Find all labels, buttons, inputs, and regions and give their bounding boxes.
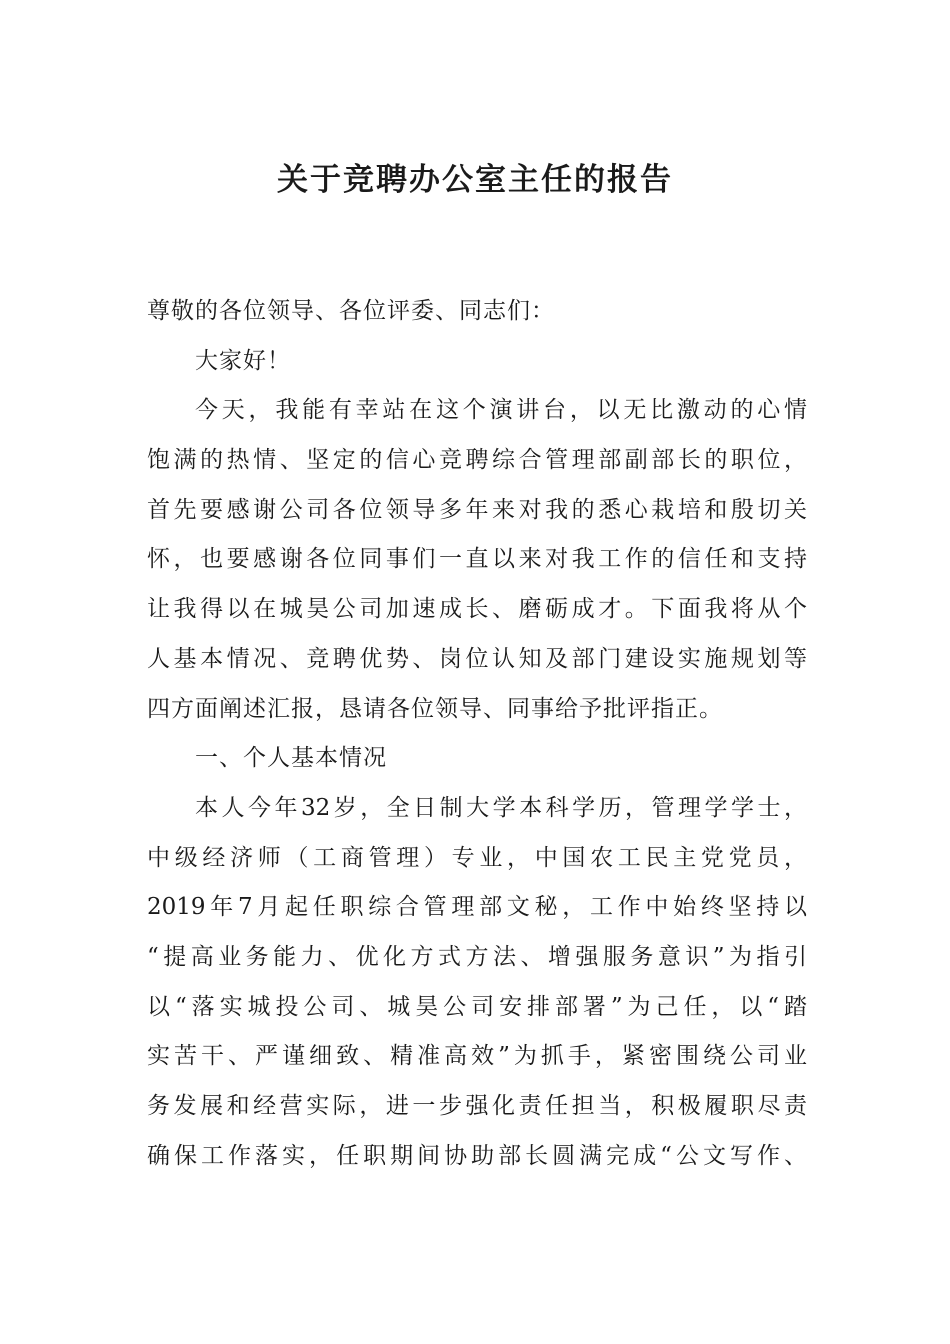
text-line: 大家好！ <box>195 347 291 374</box>
text-line: 尊敬的各位领导、各位评委、同志们： <box>147 298 555 324</box>
text-line: 饱满的热情、坚定的信心竞聘综合管理部副部长的职位， <box>147 447 807 474</box>
document-body <box>147 287 807 1181</box>
text-line: 确保工作落实，任职期间协助部长圆满完成“公文写作、 <box>147 1142 807 1169</box>
text-line: 人基本情况、竞聘优势、岗位认知及部门建设实施规划等 <box>147 645 807 672</box>
text-line: 四方面阐述汇报，恳请各位领导、同事给予批评指正。 <box>147 695 723 722</box>
text-line: “提高业务能力、优化方式方法、增强服务意识”为指引 <box>147 943 807 970</box>
text-line: 本人今年32岁，全日制大学本科学历，管理学学士， <box>195 794 807 821</box>
text-line: 今天，我能有幸站在这个演讲台，以无比激动的心情 <box>195 397 807 424</box>
document-title: 关于竞聘办公室主任的报告 <box>277 162 673 198</box>
text-line: 让我得以在城昊公司加速成长、磨砺成才。下面我将从个 <box>147 596 807 623</box>
text-line: 以“落实城投公司、城昊公司安排部署”为己任，以“踏 <box>147 993 807 1020</box>
text-line: 务发展和经营实际，进一步强化责任担当，积极履职尽责 <box>147 1093 807 1119</box>
text-line: 怀，也要感谢各位同事们一直以来对我工作的信任和支持 <box>147 546 807 573</box>
text-line: 2019年7月起任职综合管理部文秘，工作中始终坚持以 <box>147 894 807 921</box>
text-line: 首先要感谢公司各位领导多年来对我的悉心栽培和殷切关 <box>147 496 807 523</box>
text-line: 实苦干、严谨细致、精准高效”为抓手，紧密围绕公司业 <box>147 1043 807 1070</box>
text-line: 一、个人基本情况 <box>195 745 387 772</box>
text-line: 中级经济师（工商管理）专业，中国农工民主党党员， <box>147 844 807 871</box>
